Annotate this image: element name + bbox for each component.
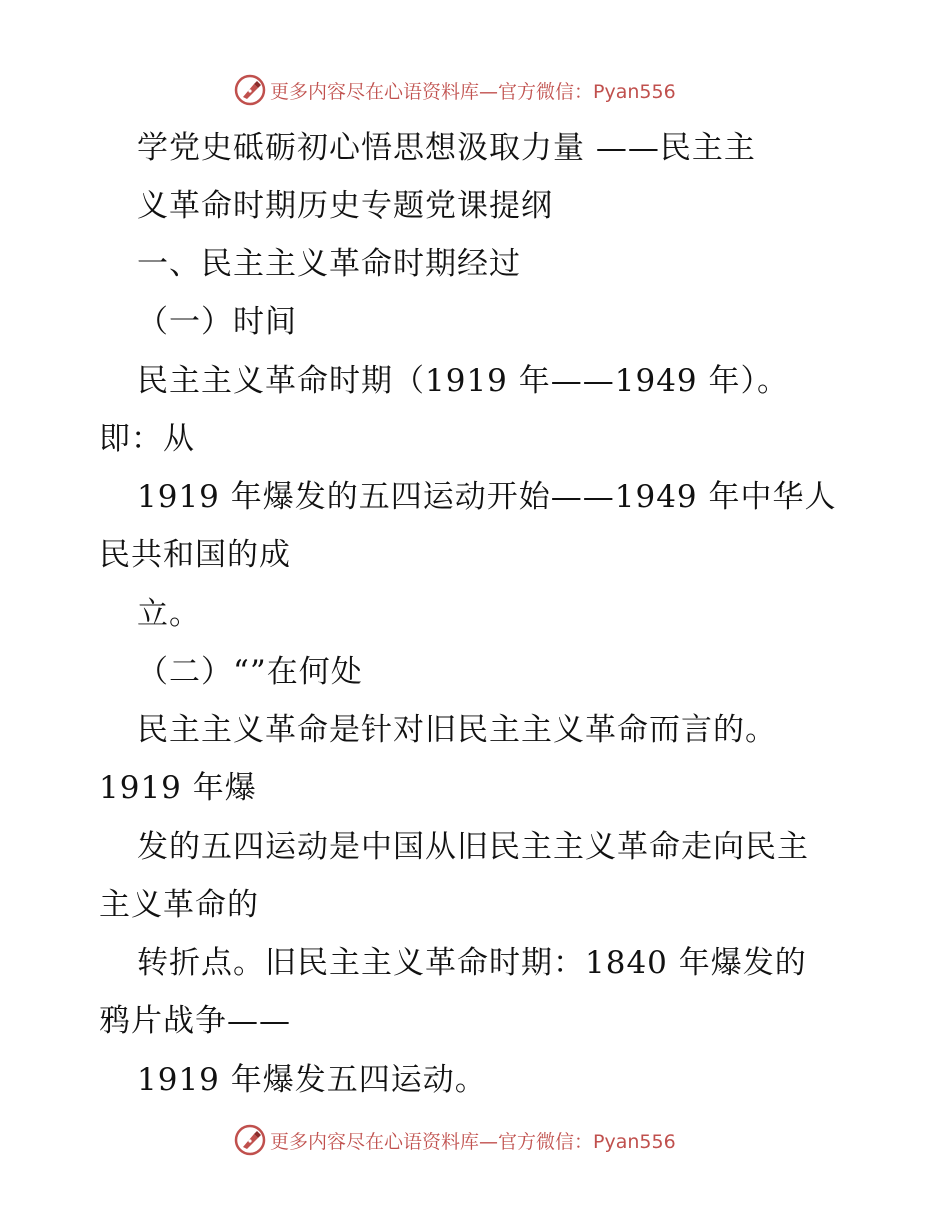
section-heading-1: 一、民主主义革命时期经过: [137, 246, 521, 282]
subsection-heading-where: （二）“”在何处: [137, 654, 363, 690]
pen-nib-logo-icon: [234, 74, 266, 106]
header-watermark: [234, 72, 676, 108]
title-line-1: 学党史砥砺初心悟思想汲取力量 ——民主主: [137, 130, 756, 166]
title-line-2: 义革命时期历史专题党课提纲: [137, 188, 553, 224]
watermark-text: 更多内容尽在心语资料库—官方微信：Pyan556: [270, 1130, 676, 1153]
paragraph-line: 1919 年爆发五四运动。: [137, 1062, 487, 1098]
paragraph-line: 立。: [137, 596, 201, 632]
paragraph-line: 1919 年爆: [99, 770, 257, 806]
paragraph-line: 民主主义革命是针对旧民主主义革命而言的。: [137, 712, 777, 748]
paragraph-line: 发的五四运动是中国从旧民主主义革命走向民主: [137, 829, 809, 865]
pen-nib-logo-icon: [234, 1124, 266, 1156]
paragraph-line: 民主主义革命时期（1919 年——1949 年）。: [137, 363, 789, 399]
paragraph-line: 鸦片战争——: [99, 1003, 291, 1039]
paragraph-line: 即：从: [99, 421, 195, 457]
paragraph-line: 民共和国的成: [99, 537, 291, 573]
watermark-text: 更多内容尽在心语资料库—官方微信：Pyan556: [270, 80, 676, 103]
paragraph-line: 转折点。旧民主主义革命时期：1840 年爆发的: [137, 945, 807, 981]
footer-watermark: [234, 1122, 676, 1158]
subsection-heading-time: （一）时间: [137, 304, 297, 340]
paragraph-line: 1919 年爆发的五四运动开始——1949 年中华人: [137, 479, 837, 515]
paragraph-line: 主义革命的: [99, 887, 259, 923]
